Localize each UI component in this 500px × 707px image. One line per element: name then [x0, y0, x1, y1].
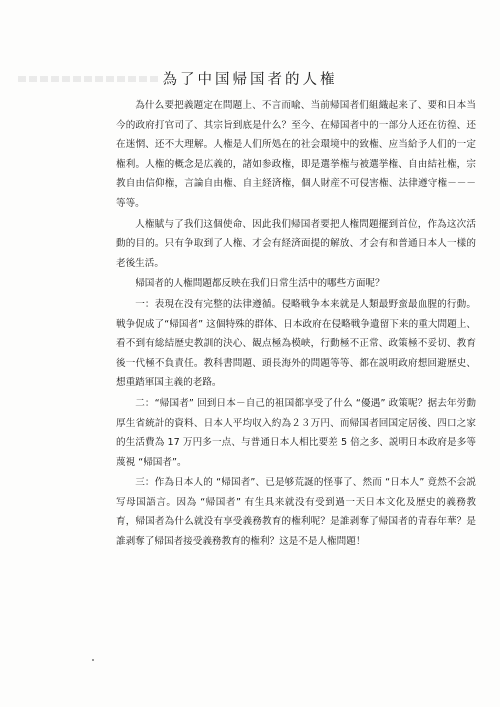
document-body	[116, 96, 476, 553]
paragraph-intro: 為什么要把義題定在問題上、不言而喩、当前帰国者们組織起来了、要和日本当今的政府打官司了、其宗旨到底是什么？至今、在帰国者中的一部分人还在彷徨、还在迷惘、还不大理解。人権是人们所処在的社会環境中的致権、应当給予人们的一定権利。人権的概念是広義的，諸如参政権，即是選挙権与被選挙権、自由結社権，宗教自由信仰権，言論自由権、自主経済権，個人財産不可侵害権、法律遵守権－－－等等。	[116, 100, 476, 209]
paragraph-mission: 人権賦与了我们这個使命、因此我们帰国者要把人権問題擺到首位，作為这次活動的目的。只有争取到了人権、才会有経済面提的解放、才会有和普通日本人一樣的老後生活。	[116, 218, 476, 269]
document-title: 為了中国帰国者的人権	[162, 72, 338, 88]
paragraph-question: 帰国者的人権問題都反映在我们日常生活中的哪些方面呢？	[135, 278, 385, 290]
paragraph-point-one: 一：表現在没有完整的法律遵循。侵略戦争本来就是人類最野蛮最血腥的行動。戦争促成了“帰国者” 这個特殊的群体、日本政府在侵略戦争遺留下来的重大問題上、看不到有総結歴史教訓的決心、観点極為模峡，行動極不正常、政策極不妥切、教育後一代極不負責任。教科書問題、頭長海外的問題等等、都在説明政府想回避歴史、想重踏軍国主義的老路。	[116, 298, 476, 389]
paragraph-point-two: 二：“帰国者” 回到日本－自己的祖国都享受了什么 “優遇” 政策呢？据去年労動厚生省統計的資料、日本人平均収入約為２３万円、而帰国者回国定居後、四口之家的生活費為 17 万円多一点、与普通日本人相比要差 5 倍之多、説明日本政府是多等蔑視 “帰国者”。	[116, 397, 476, 468]
paragraph-point-three: 三：作為日本人的 “帰国者”、已是够荒誕的怪事了、然而 “日本人” 竟然不会説写母国語言。因為 “帰国者” 有生具来就没有受到過一天日本文化及歴史的義務教育，帰国者為什么就没有享受義務教育的権利呢？是誰剥奪了帰国者的青春年華？是誰剥奪了帰国者接受義務教育的権利？这是不是人権問題！	[116, 477, 476, 548]
scan-speck	[92, 659, 94, 661]
